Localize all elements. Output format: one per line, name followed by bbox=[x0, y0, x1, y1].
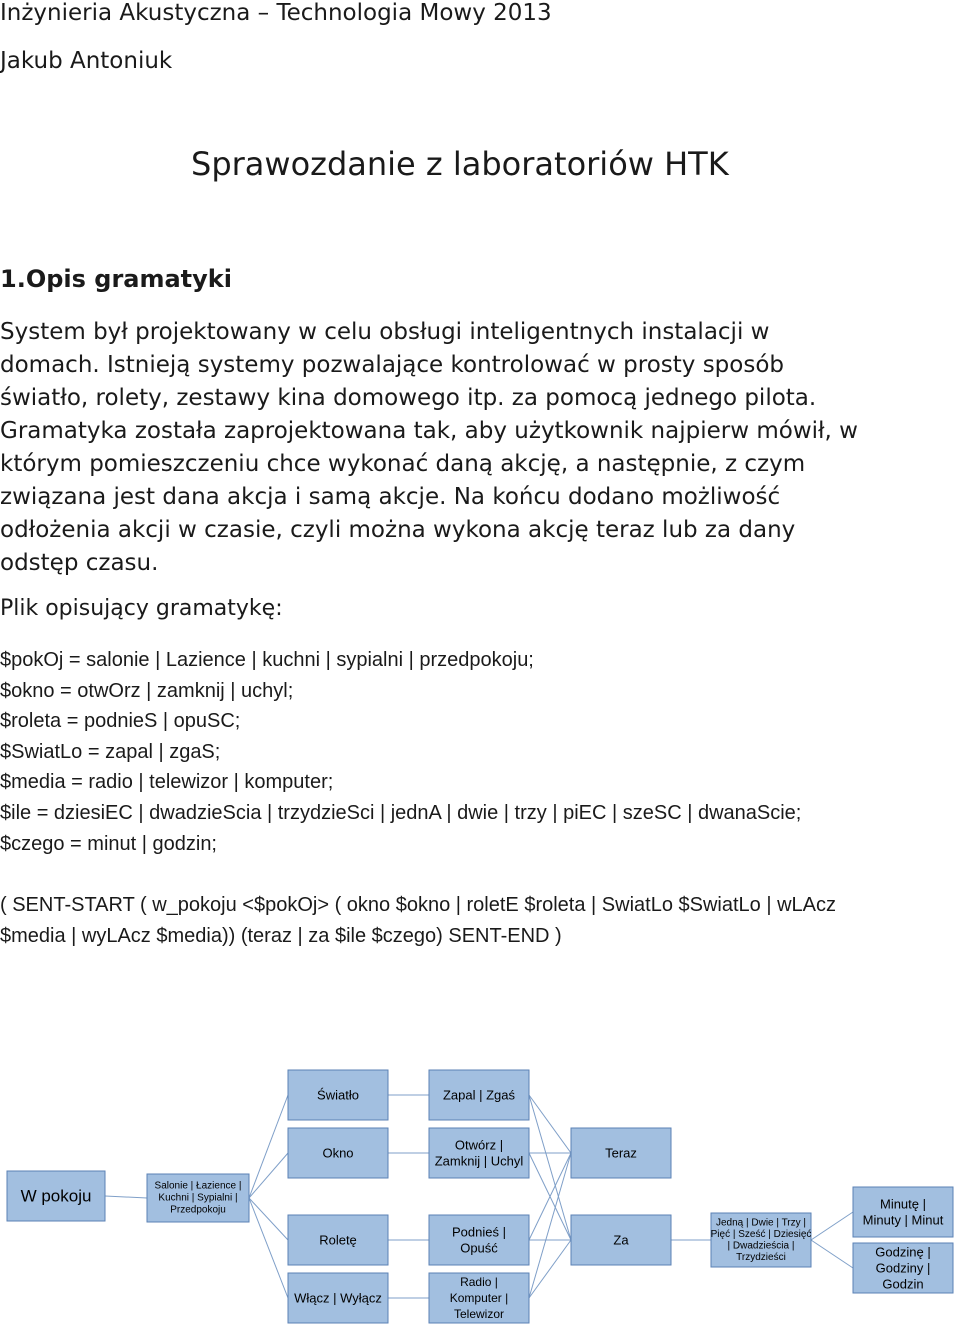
grammar-rule bbox=[0, 890, 836, 951]
edge-radio-za bbox=[529, 1240, 571, 1298]
node-label: Roletę bbox=[319, 1232, 357, 1248]
node-label: Światło bbox=[317, 1087, 359, 1103]
node-label: Włącz | Wyłącz bbox=[294, 1290, 382, 1306]
node-radio bbox=[429, 1273, 529, 1323]
paragraph-line: odstęp czasu. bbox=[0, 550, 159, 576]
grammar-definition: $ile = dziesiEC | dwadzieScia | trzydzieSci | jednA | dwie | trzy | piEC | szeSC | dwanaScie; bbox=[0, 801, 802, 824]
node-label: Minutę | bbox=[879, 1196, 927, 1212]
node-label: Minuty | Minut bbox=[862, 1212, 944, 1228]
section-heading: 1.Opis gramatyki bbox=[0, 265, 232, 293]
diagram-nodes bbox=[7, 1070, 953, 1323]
node-minute bbox=[853, 1187, 953, 1237]
node-wlacz bbox=[288, 1273, 388, 1323]
node-za bbox=[571, 1215, 671, 1265]
edge-zapal-za bbox=[529, 1095, 571, 1240]
node-label: Telewizor bbox=[453, 1307, 505, 1321]
node-label: Zapal | Zgaś bbox=[442, 1087, 516, 1103]
node-label: Salonie | Łazience | bbox=[154, 1180, 242, 1192]
edge-pokoje-rolete bbox=[249, 1198, 288, 1240]
paragraph-line: którym pomieszczeniu chce wykonać daną akcję, a następnie, z czym bbox=[0, 451, 806, 477]
node-pokoje bbox=[147, 1174, 249, 1222]
node-label: Podnieś | bbox=[452, 1224, 506, 1240]
grammar-file-label: Plik opisujący gramatykę: bbox=[0, 596, 283, 621]
edge-zapal-teraz bbox=[529, 1095, 571, 1153]
node-rolete bbox=[288, 1215, 388, 1265]
grammar-rule-line: $media | wyLAcz $media)) (teraz | za $ile $czego) SENT-END ) bbox=[0, 924, 562, 947]
node-label: Okno bbox=[322, 1145, 354, 1161]
node-podnies bbox=[429, 1215, 529, 1265]
edge-pokoje-okno bbox=[249, 1153, 288, 1198]
node-otworz bbox=[429, 1128, 529, 1178]
description-paragraph bbox=[0, 316, 960, 580]
node-ile bbox=[711, 1213, 812, 1267]
node-label: Teraz bbox=[605, 1145, 637, 1161]
node-label: Jedną | Dwie | Trzy | bbox=[715, 1217, 807, 1229]
grammar-definition: $roleta = podnieS | opuSC; bbox=[0, 710, 241, 733]
node-label: Godziny | bbox=[875, 1260, 931, 1276]
node-label: Pięć | Sześć | Dziesięć bbox=[710, 1228, 812, 1240]
paragraph-line: światło, rolety, zestawy kina domowego itp. za pomocą jednego pilota. bbox=[0, 385, 817, 411]
paragraph-line: odłożenia akcji w czasie, czyli można wykona akcję teraz lub za dany bbox=[0, 517, 796, 543]
node-label: Trzydzieści bbox=[736, 1251, 786, 1263]
node-label: Otwórz | bbox=[454, 1137, 504, 1153]
node-label: Zamknij | Uchyl bbox=[434, 1153, 524, 1169]
paragraph-line: domach. Istnieją systemy pozwalające kontrolować w prosty sposób bbox=[0, 352, 784, 378]
grammar-diagram bbox=[0, 1060, 960, 1325]
paragraph-line: Gramatyka została zaprojektowana tak, aby użytkownik najpierw mówił, w bbox=[0, 418, 858, 444]
edge-w_pokoju-pokoje bbox=[105, 1196, 147, 1198]
node-label: Komputer | bbox=[449, 1291, 509, 1305]
grammar-definition: $media = radio | telewizor | komputer; bbox=[0, 771, 334, 794]
node-label: Godzinę | bbox=[875, 1244, 931, 1260]
edge-pokoje-swiatlo bbox=[249, 1095, 288, 1198]
node-label: Opuść bbox=[460, 1240, 498, 1256]
node-label: Radio | bbox=[460, 1275, 498, 1289]
node-okno bbox=[288, 1128, 388, 1178]
node-label: Za bbox=[613, 1232, 629, 1248]
document-title: Sprawozdanie z laboratoriów HTK bbox=[191, 145, 729, 183]
paragraph-line: System był projektowany w celu obsługi inteligentnych instalacji w bbox=[0, 319, 770, 345]
header-author: Jakub Antoniuk bbox=[0, 48, 173, 74]
node-label: Przedpokoju bbox=[170, 1204, 226, 1216]
node-label: W pokoju bbox=[20, 1186, 92, 1206]
edge-ile-godzine bbox=[811, 1240, 853, 1268]
grammar-definition: $czego = minut | godzin; bbox=[0, 832, 217, 855]
node-label: | Dwadzieścia | bbox=[727, 1240, 795, 1252]
node-swiatlo bbox=[288, 1070, 388, 1120]
edge-radio-teraz bbox=[529, 1153, 571, 1298]
node-label: Kuchni | Sypialni | bbox=[158, 1192, 238, 1204]
grammar-definitions bbox=[0, 645, 801, 859]
edge-ile-minute bbox=[811, 1212, 853, 1240]
grammar-definition: $SwiatLo = zapal | zgaS; bbox=[0, 740, 221, 763]
grammar-rule-line: ( SENT-START ( w_pokoju <$pokOj> ( okno $okno | roletE $roleta | SwiatLo $SwiatLo | wLAcz bbox=[0, 894, 836, 916]
node-zapal bbox=[429, 1070, 529, 1120]
grammar-definition: $okno = otwOrz | zamknij | uchyl; bbox=[0, 679, 294, 702]
node-godzine bbox=[853, 1243, 953, 1293]
node-w_pokoju bbox=[7, 1171, 105, 1221]
edge-pokoje-wlacz bbox=[249, 1198, 288, 1298]
grammar-definition: $pokOj = salonie | Lazience | kuchni | sypialni | przedpokoju; bbox=[0, 649, 534, 671]
node-teraz bbox=[571, 1128, 671, 1178]
paragraph-line: związana jest dana akcja i samą akcje. Na końcu dodano możliwość bbox=[0, 484, 781, 510]
header-course: Inżynieria Akustyczna – Technologia Mowy 2013 bbox=[0, 0, 552, 26]
node-label: Godzin bbox=[882, 1276, 924, 1292]
